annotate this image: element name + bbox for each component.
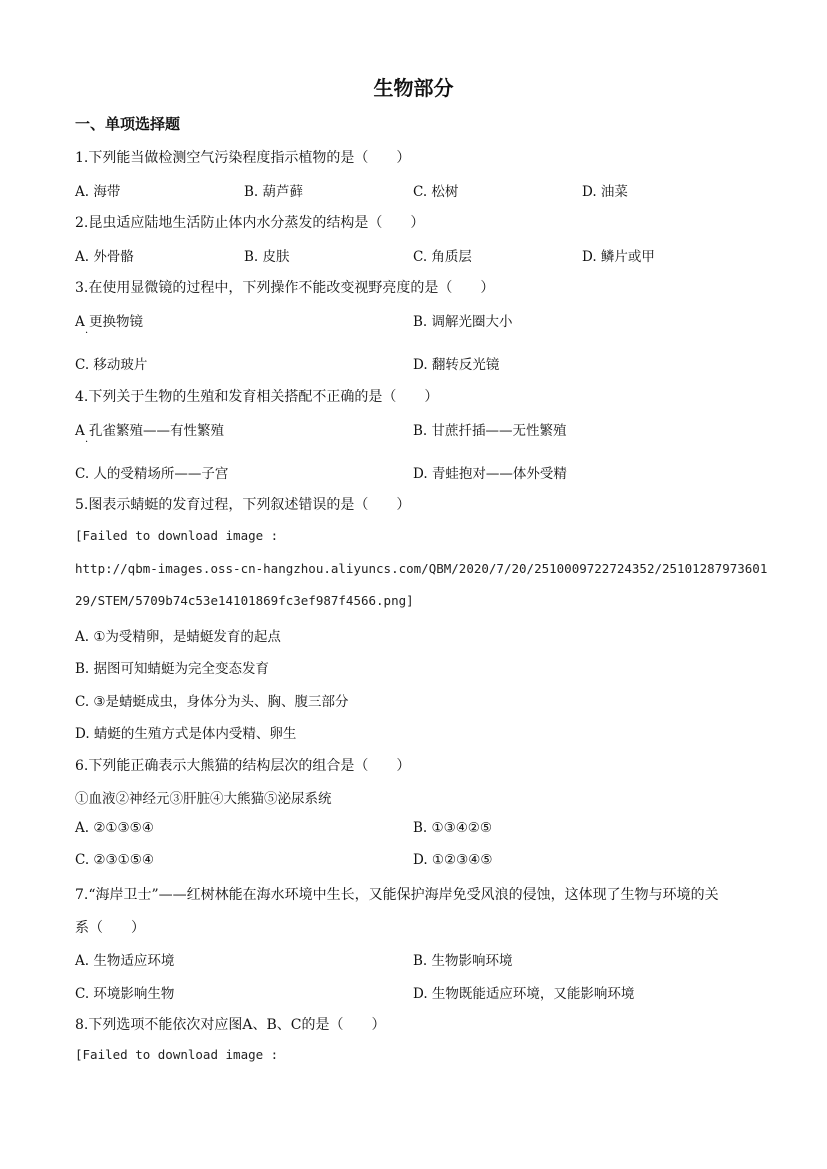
q4-option-b: B. 甘蔗扦插——无性繁殖	[413, 423, 567, 439]
question-6: 6.下列能正确表示大熊猫的结构层次的组合是（ ）	[75, 758, 411, 774]
q7-option-c: C. 环境影响生物	[75, 986, 175, 1002]
q1-option-c: C. 松树	[413, 184, 459, 200]
q4-option-c: C. 人的受精场所——子宫	[75, 466, 229, 482]
image-error-line-3: 29/STEM/5709b74c53e14101869fc3ef987f4566.png]	[75, 593, 414, 608]
section-heading: 一、单项选择题	[75, 115, 181, 133]
question-1: 1.下列能当做检测空气污染程度指示植物的是（ ）	[75, 150, 411, 166]
image-error-line: [Failed to download image :	[75, 1047, 279, 1062]
q3-option-d: D. 翻转反光镜	[413, 357, 500, 373]
image-error-line-1: [Failed to download image :	[75, 528, 279, 543]
q2-option-c: C. 角质层	[413, 249, 472, 265]
q4-option-d: D. 青蛙抱对——体外受精	[413, 466, 567, 482]
q1-option-b: B. 葫芦藓	[244, 184, 304, 200]
question-7: 7.“海岸卫士”——红树林能在海水环境中生长，又能保护海岸免受风浪的侵蚀，这体现了生物与环境的关	[75, 887, 719, 903]
q1-option-d: D. 油菜	[582, 184, 628, 200]
image-error-url[interactable]: http://qbm-images.oss-cn-hangzhou.aliyuncs.com/QBM/2020/7/20/2510009722724352/25101287973601	[75, 561, 768, 576]
q6-items: ①血液②神经元③肝脏④大熊猫⑤泌尿系统	[75, 791, 332, 807]
question-8: 8.下列选项不能依次对应图A、B、C的是（ ）	[75, 1017, 386, 1033]
q3-option-c: C. 移动玻片	[75, 357, 148, 373]
q6-option-d: D. ①②③④⑤	[413, 852, 493, 868]
q3-option-a: A 更换物镜	[75, 314, 144, 330]
q7-option-d: D. 生物既能适应环境，又能影响环境	[413, 986, 635, 1002]
q5-option-d: D. 蜻蜓的生殖方式是体内受精、卵生	[75, 726, 297, 742]
question-7-continued: 系（ ）	[75, 920, 145, 936]
question-2: 2.昆虫适应陆地生活防止体内水分蒸发的结构是（ ）	[75, 215, 425, 231]
q5-option-c: C. ③是蜻蜓成虫，身体分为头、胸、腹三部分	[75, 694, 349, 710]
q1-option-a: A. 海带	[75, 184, 121, 200]
question-4: 4.下列关于生物的生殖和发育相关搭配不正确的是（ ）	[75, 389, 439, 405]
question-3: 3.在使用显微镜的过程中，下列操作不能改变视野亮度的是（ ）	[75, 280, 495, 296]
q6-option-b: B. ①③④②⑤	[413, 820, 493, 836]
q4-option-a: A 孔雀繁殖——有性繁殖	[75, 423, 225, 439]
q2-option-b: B. 皮肤	[244, 249, 290, 265]
q6-option-a: A. ②①③⑤④	[75, 820, 154, 836]
q6-option-c: C. ②③①⑤④	[75, 852, 154, 868]
page-title: 生物部分	[373, 76, 454, 100]
q7-option-a: A. 生物适应环境	[75, 953, 175, 969]
option-marker-dot: ·	[85, 328, 89, 339]
q2-option-d: D. 鳞片或甲	[582, 249, 655, 265]
q2-option-a: A. 外骨骼	[75, 249, 134, 265]
q3-option-b: B. 调解光圈大小	[413, 314, 513, 330]
question-5: 5.图表示蜻蜓的发育过程，下列叙述错误的是（ ）	[75, 497, 411, 513]
q7-option-b: B. 生物影响环境	[413, 953, 513, 969]
q5-option-b: B. 据图可知蜻蜓为完全变态发育	[75, 661, 270, 677]
option-marker-dot: ·	[85, 437, 89, 448]
q5-option-a: A. ①为受精卵，是蜻蜓发育的起点	[75, 629, 281, 645]
